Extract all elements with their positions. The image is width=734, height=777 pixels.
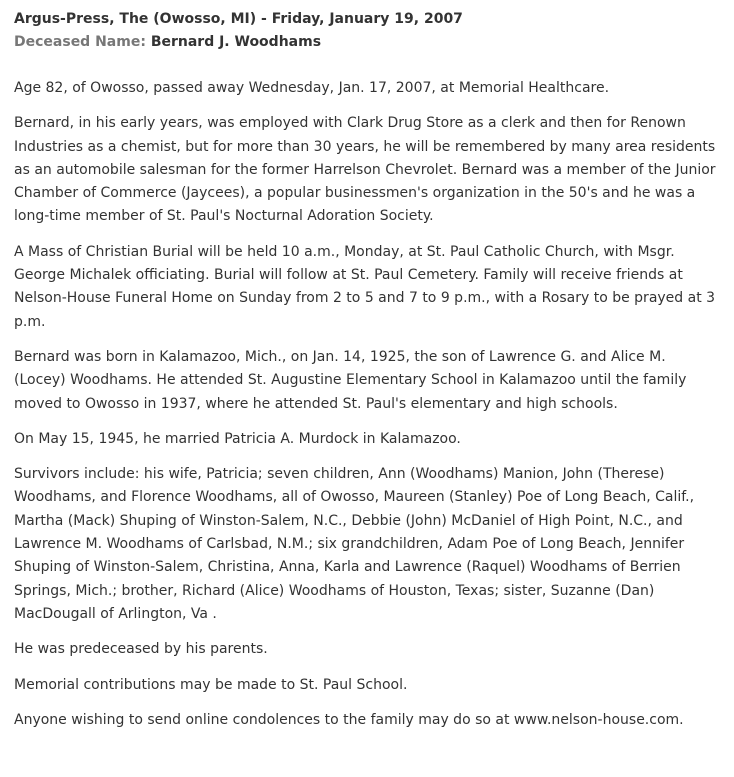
paragraph-memorials: Memorial contributions may be made to St. Paul School. — [14, 676, 408, 693]
paragraph-career: Bernard, in his early years, was employed with Clark Drug Store as a clerk and then for Renown Industries as a chemist, but for more than 30 years, he will be remembered by many area residents as an automobile salesman for the former Harrelson Chevrolet. Bernard was a member of the Junior Chamber of Commerce (Jaycees), a popular businessmen's organization in the 50's and he was a long-time member of St. Paul's Nocturnal Adoration Society. — [14, 115, 716, 225]
paragraph-predeceased: He was predeceased by his parents. — [14, 641, 268, 658]
paragraph-services: A Mass of Christian Burial will be held 10 a.m., Monday, at St. Paul Catholic Church, with Msgr. George Michalek officiating. Burial will follow at St. Paul Cemetery. Family will receive friends at Nelson-House Funeral Home on Sunday from 2 to 5 and 7 to 9 p.m., with a Rosary to be prayed at 3 p.m. — [14, 243, 716, 330]
paragraph-early-life: Bernard was born in Kalamazoo, Mich., on Jan. 14, 1925, the son of Lawrence G. and Alice M. (Locey) Woodhams. He attended St. Augustine Elementary School in Kalamazoo until the family moved to Owosso in 1937, where he attended St. Paul's elementary and high schools. — [14, 348, 687, 412]
paragraph-marriage: On May 15, 1945, he married Patricia A. Murdock in Kalamazoo. — [14, 430, 461, 447]
paragraph-condolences: Anyone wishing to send online condolences to the family may do so at www.nelson-house.com. — [14, 711, 684, 728]
deceased-name-line — [14, 31, 720, 54]
publication-source-line: Argus-Press, The (Owosso, MI) - Friday, January 19, 2007 — [14, 11, 463, 27]
deceased-name-value: Bernard J. Woodhams — [150, 34, 322, 50]
paragraph-survivors: Survivors include: his wife, Patricia; seven children, Ann (Woodhams) Manion, John (Therese) Woodhams, and Florence Woodhams, all of Owosso, Maureen (Stanley) Poe of Long Beach, Calif., Martha (Mack) Shuping of Winston-Salem, N.C., Debbie (John) McDaniel of High Point, N.C., and Lawrence M. Woodhams of Carlsbad, N.M.; six grandchildren, Adam Poe of Long Beach, Jennifer Shuping of Winston-Salem, Christina, Anna, Karla and Lawrence (Raquel) Woodhams of Berrien Springs, Mich.; brother, Richard (Alice) Woodhams of Houston, Texas; sister, Suzanne (Dan) MacDougall of Arlington, Va . — [14, 466, 695, 622]
deceased-name-label: Deceased Name: — [14, 34, 146, 50]
paragraph-age-death: Age 82, of Owosso, passed away Wednesday, Jan. 17, 2007, at Memorial Healthcare. — [14, 80, 610, 96]
obituary-header — [14, 8, 720, 54]
obituary-body — [14, 77, 720, 732]
